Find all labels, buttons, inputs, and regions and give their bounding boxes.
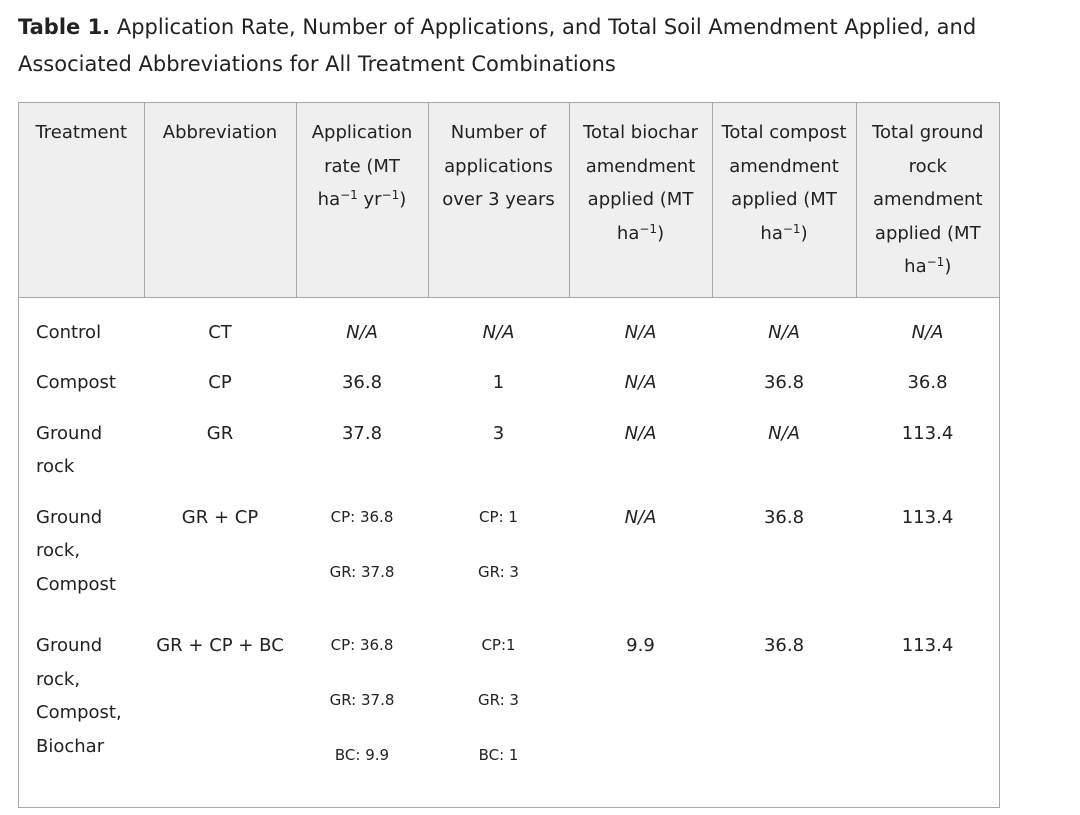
cell-total-biochar: N/A [624,422,657,444]
cell-total-ground-rock: 113.4 [901,635,954,656]
sub-value: CP: 36.8 [330,507,394,526]
col-header-abbreviation: Abbreviation [144,103,296,297]
sub-value: GR: 37.8 [329,691,395,709]
cell-application-rate: 36.8 [341,372,383,393]
table-row [19,400,999,484]
cell-total-biochar: 9.9 [626,635,655,656]
sub-value: BC: 1 [478,746,519,764]
table-row [19,601,999,773]
cell-total-compost: 36.8 [763,372,805,393]
cell-application-rate [296,484,428,602]
table-row [19,349,999,400]
cell-abbreviation: CP [208,372,232,393]
col-header-application-rate: Application rate (MT $ha^{-1}$ $yr^{-1}$) [296,103,428,297]
cell-applications [428,484,569,602]
caption-text: Application Rate, Number of Applications, and Total Soil Amendment Applied, and Associated Abbreviations for All Treatment Combinations [18,15,977,76]
cell-abbreviation: GR + CP + BC [156,635,284,656]
cell-total-biochar: N/A [624,321,657,343]
table-caption [18,9,1018,83]
cell-abbreviation: CT [208,321,232,343]
cell-total-ground-rock: 113.4 [901,506,954,528]
cell-treatment: Ground rock [36,422,103,477]
cell-total-biochar: N/A [624,506,657,528]
col-header-total-ground-rock: Total ground rock amendment applied (MT $ha^{-1}$) [856,103,999,297]
table-row [19,297,999,349]
sub-value: GR: 3 [478,562,519,581]
header-row [19,103,999,297]
cell-applications: 1 [492,372,505,393]
cell-total-compost: 36.8 [763,635,805,656]
sub-value: CP:1 [481,636,516,654]
cell-total-ground-rock: 36.8 [907,372,948,393]
sub-value: GR: 3 [478,691,519,709]
cell-applications: 3 [492,422,505,444]
caption-label: Table 1. [18,15,111,39]
col-header-treatment: Treatment [19,103,144,297]
sub-value: CP: 36.8 [330,636,394,654]
cell-treatment: Compost [36,372,116,393]
sub-value: CP: 1 [479,507,518,526]
cell-treatment: Ground rock, Compost [36,506,116,595]
cell-total-compost: N/A [768,321,800,343]
cell-total-ground-rock: 113.4 [901,422,954,444]
col-header-total-biochar: Total biochar amendment applied (MT $ha^{-1}$) [569,103,712,297]
cell-abbreviation: GR [206,422,234,444]
cell-application-rate: 37.8 [341,422,383,444]
cell-applications [428,601,569,773]
cell-total-biochar: N/A [624,372,657,393]
cell-application-rate: N/A [346,321,378,343]
sub-value: GR: 37.8 [329,562,395,581]
data-table [18,102,1000,808]
cell-total-compost: N/A [768,422,800,444]
cell-treatment: Control [36,321,102,343]
cell-application-rate [296,601,428,773]
cell-treatment: Ground rock, Compost, Biochar [36,635,122,757]
cell-total-ground-rock: N/A [911,321,944,343]
col-header-total-compost: Total compost amendment applied (MT $ha^{-1}$) [712,103,856,297]
col-header-number-of-applications: Number of applications over 3 years [428,103,569,297]
sub-value: BC: 9.9 [334,746,390,764]
cell-abbreviation: GR + CP [181,506,259,528]
table-row [19,484,999,602]
cell-total-compost: 36.8 [763,506,805,528]
cell-applications: N/A [482,321,515,343]
